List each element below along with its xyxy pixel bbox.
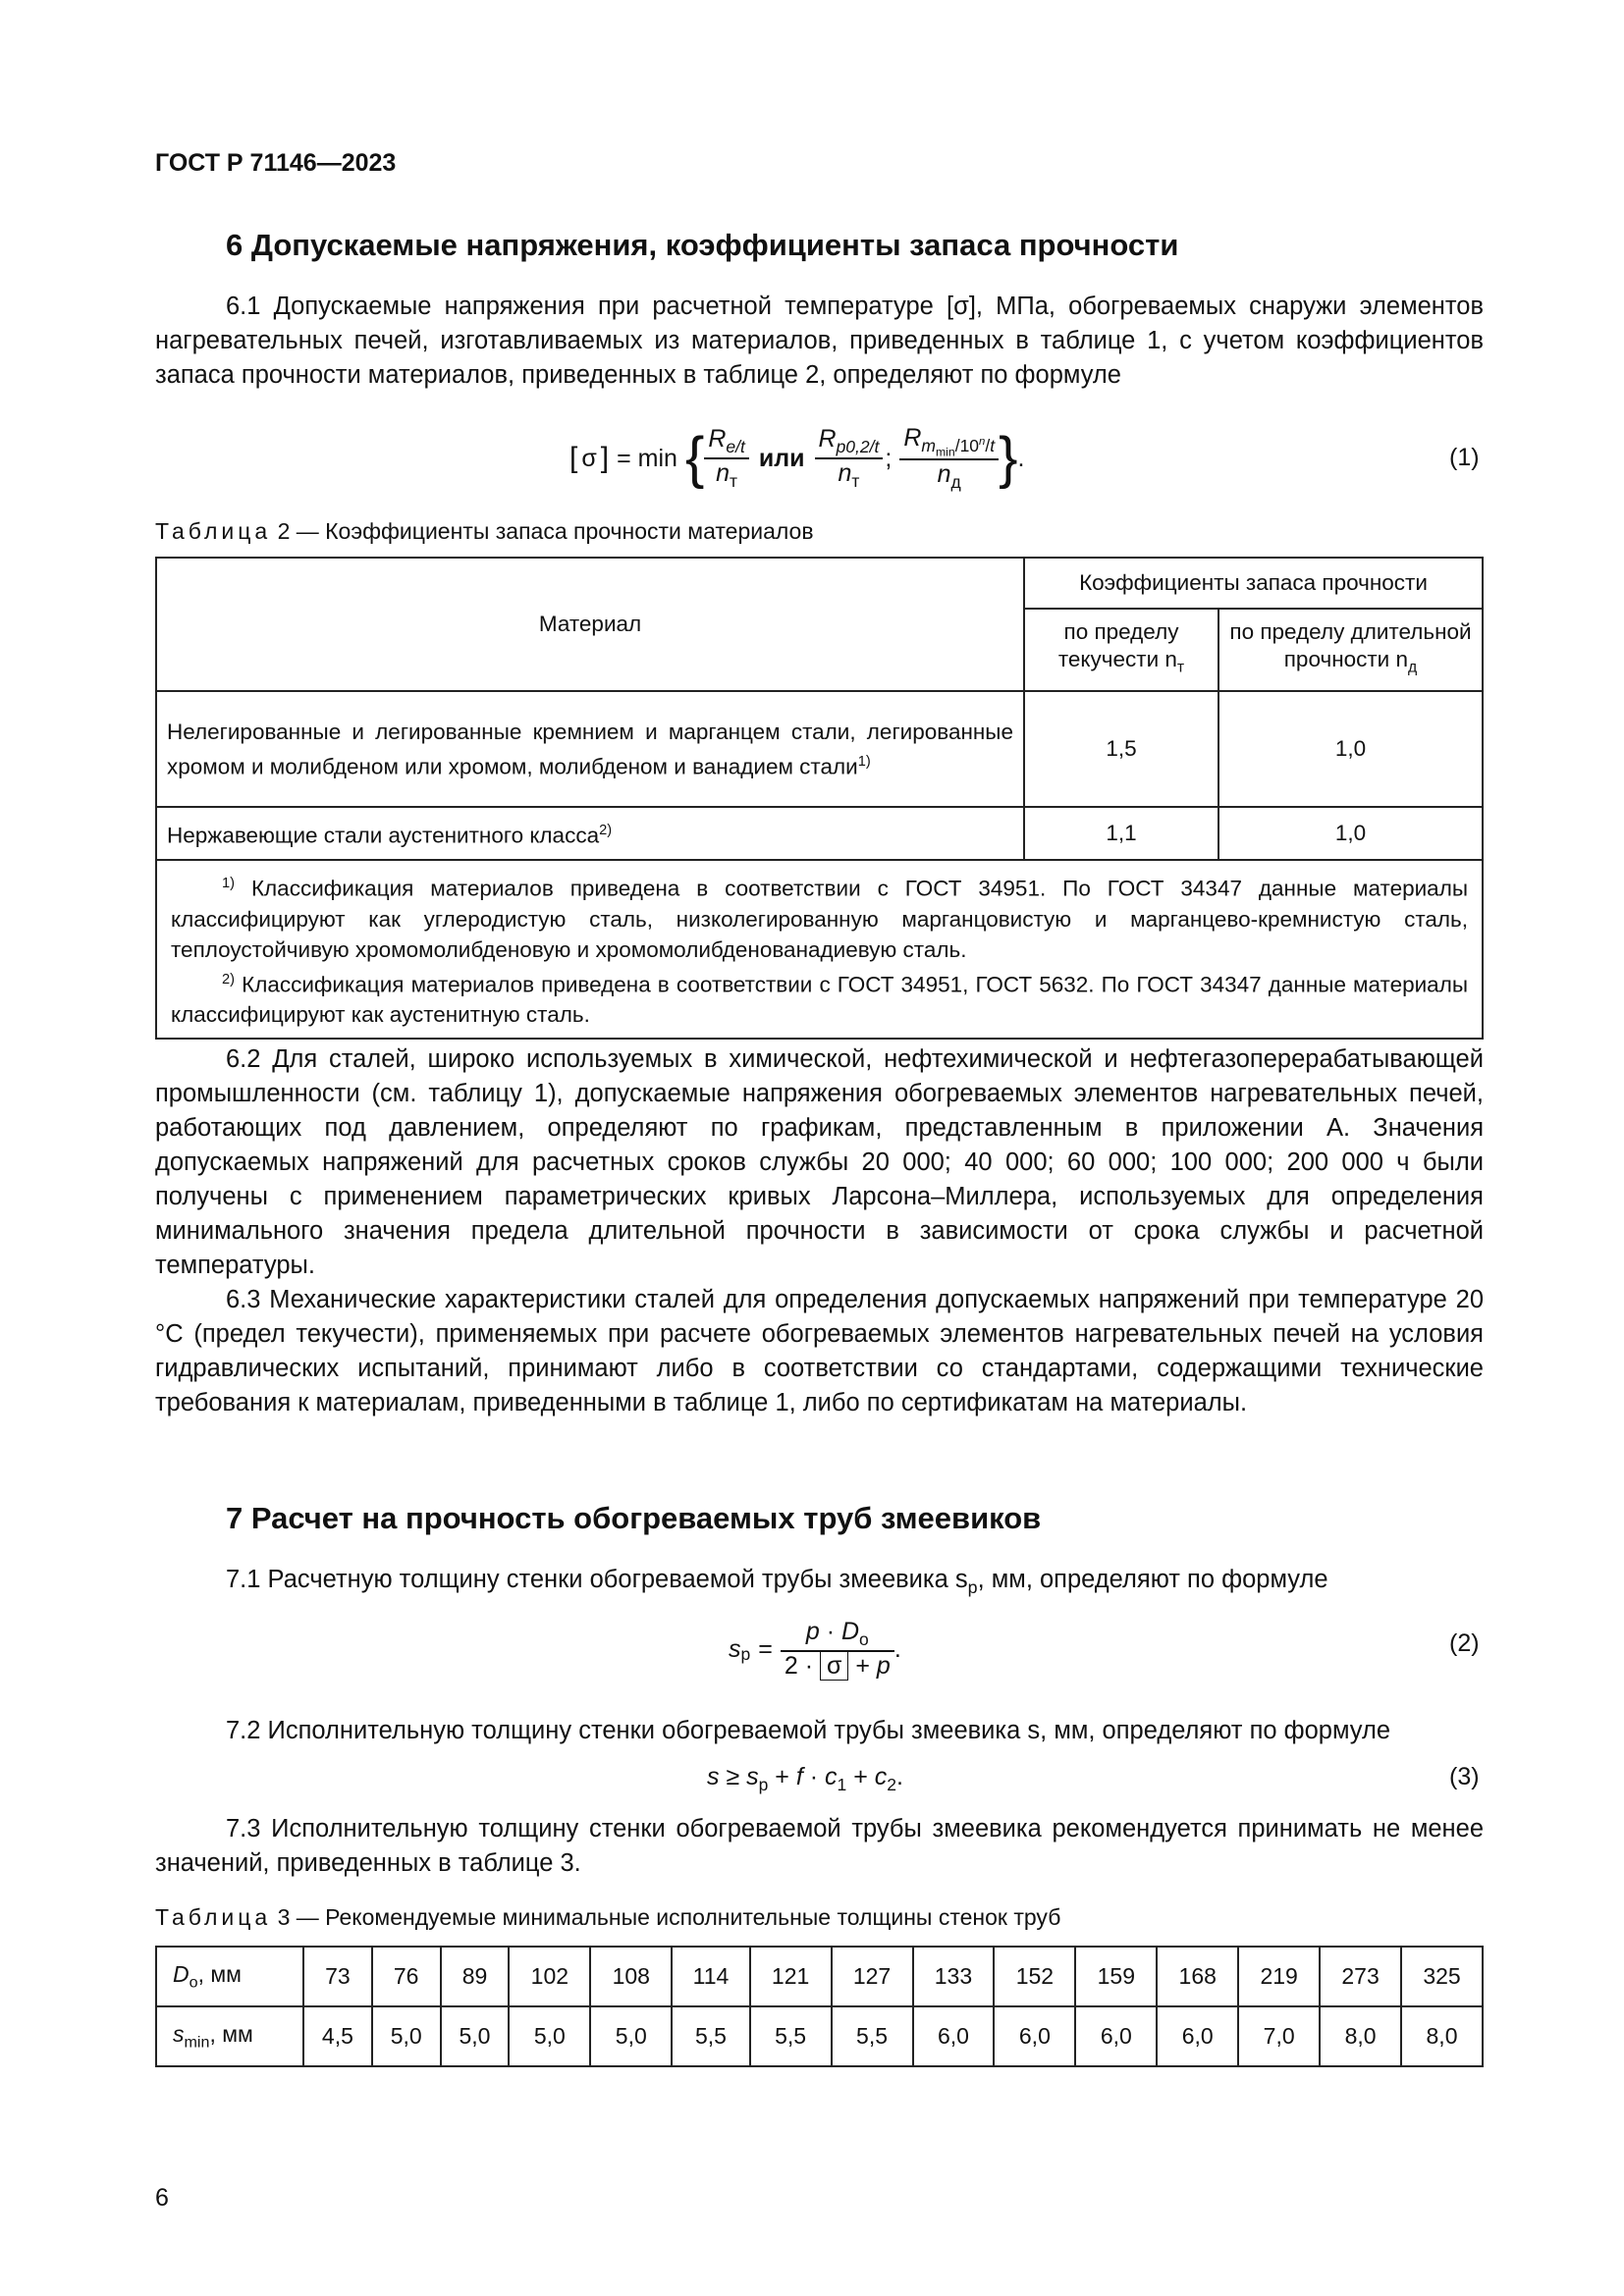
formula-3: $s \ge s_р + f \cdot c_1 + c_2$. xyxy=(707,1763,903,1794)
section-7-title: 7 Расчет на прочность обогреваемых труб змеевиков xyxy=(226,1501,1042,1535)
table-3-smin-cell: 6,0 xyxy=(1075,2006,1157,2066)
table-3-do-cell: 121 xyxy=(750,1947,832,2006)
paragraph-6-3: 6.3 Механические характеристики сталей для определения допускаемых напряжений при температуре 20 °С (предел текучести), применяемых при расчете обогреваемых элементов нагревательных печей на условия гидравлических испытаний, принимают либо в соответствии со стандартами, содержащими технические требования к материалам, приведенными в таблице 1, либо по сертификатам на материалы. xyxy=(155,1286,1484,1416)
table-3-smin-cell: 5,5 xyxy=(672,2006,749,2066)
table-2-yield-cell: 1,1 xyxy=(1024,807,1218,860)
table-row xyxy=(156,807,1483,860)
paragraph-7-1: 7.1 Расчетную толщину стенки обогреваемой трубы змеевика $s_р$, мм, определяют по формуле xyxy=(226,1566,1328,1598)
table-3-do-cell: 168 xyxy=(1157,1947,1238,2006)
table-3-smin-cell: 6,0 xyxy=(913,2006,995,2066)
table-3-smin-cell: 4,5 xyxy=(303,2006,372,2066)
table-3-smin-cell: 5,0 xyxy=(441,2006,510,2066)
document-header: ГОСТ Р 71146—2023 xyxy=(155,149,397,177)
table-2-header-yield: по пределу текучести $n_т$ xyxy=(1024,609,1218,691)
paragraph-7-3: 7.3 Исполнительную толщину стенки обогреваемой трубы змеевика рекомендуется принимать не менее значений, приведенных в таблице 3. xyxy=(155,1815,1484,1877)
table-3-do-cell: 133 xyxy=(913,1947,995,2006)
section-6-title: 6 Допускаемые напряжения, коэффициенты запаса прочности xyxy=(226,228,1179,262)
page-number: 6 xyxy=(155,2184,169,2212)
table-3-caption: Таблица 3 — Рекомендуемые минимальные исполнительные толщины стенок труб xyxy=(155,1904,1061,1930)
table-3-do-cell: 127 xyxy=(832,1947,913,2006)
footnote-1: $^{1)}$ Классификация материалов приведена в соответствии с ГОСТ 34951. По ГОСТ 34347 данные материалы классифицируют как углеродистую сталь, низколегированную марганцовистую и марганцево-кремнистую сталь, теплоустойчивую хромомолибденовую и хромомолибденованадиевую сталь. xyxy=(171,876,1468,962)
formula-2: s $_р$ = $\frac{p \cdot D_о}{2 \cdot \sigma + p}$ . xyxy=(729,1618,901,1680)
table-3-smin-cell: 5,5 xyxy=(750,2006,832,2066)
table-3-do-cell: 152 xyxy=(994,1947,1075,2006)
table-2-yield-cell: 1,5 xyxy=(1024,691,1218,807)
table-2-caption: Таблица 2 — Коэффициенты запаса прочности материалов xyxy=(155,518,814,544)
paragraph-6-2: 6.2 Для сталей, широко используемых в химической, нефтехимической и нефтегазоперерабатывающей промышленности (см. таблицу 1), допускаемые напряжения обогреваемых элементов нагревательных печей, работающих под давлением, определяют по графикам, представленным в приложении А. Значения допускаемых напряжений для расчетных сроков службы 20 000; 40 000; 60 000; 100 000; 200 000 ч были получены с применением параметрических кривых Ларсона–Миллера, используемых для определения минимального значения предела длительной прочности в зависимости от срока службы и расчетной температуры. xyxy=(155,1045,1484,1279)
formula-1: [ σ ] = min { $\frac{R_{e/t}}{n_т}$ или $\frac{R_{p0,2/t}}{n_т}$ ; $\frac{R_{m_{min}/10^n/t}}{n_д}$ } . xyxy=(569,423,1025,493)
table-3-do-cell: 76 xyxy=(372,1947,441,2006)
table-row xyxy=(156,691,1483,807)
table-3-smin-cell: 5,0 xyxy=(372,2006,441,2066)
table-2-material-cell: Нелегированные и легированные кремнием и марганцем стали, легированные хромом и молибденом или хромом, молибденом и ванадием стали$^{1)}$ xyxy=(156,691,1024,807)
table-2-long-cell: 1,0 xyxy=(1218,807,1483,860)
table-3-smin-cell: 6,0 xyxy=(994,2006,1075,2066)
table-3-smin-cell: 8,0 xyxy=(1401,2006,1483,2066)
table-2-header-material: Материал xyxy=(156,558,1024,691)
table-3-smin-cell: 7,0 xyxy=(1238,2006,1320,2066)
table-3-do-cell: 102 xyxy=(509,1947,590,2006)
paragraph-7-2: 7.2 Исполнительную толщину стенки обогреваемой трубы змеевика s, мм, определяют по формуле xyxy=(226,1717,1391,1744)
table-2-header-long: по пределу длительной прочности $n_д$ xyxy=(1218,609,1483,691)
table-3-do-cell: 325 xyxy=(1401,1947,1483,2006)
table-3-do-cell: 89 xyxy=(441,1947,510,2006)
table-3-smin-cell: 8,0 xyxy=(1320,2006,1401,2066)
table-2 xyxy=(155,557,1484,1040)
table-3-smin-cell: 5,5 xyxy=(832,2006,913,2066)
table-3-do-cell: 219 xyxy=(1238,1947,1320,2006)
table-3 xyxy=(155,1946,1484,2067)
paragraph-6-1: 6.1 Допускаемые напряжения при расчетной температуре [σ], МПа, обогреваемых снаружи элементов нагревательных печей, изготавливаемых из материалов, приведенных в таблице 1, с учетом коэффициентов запаса прочности материалов, приведенных в таблице 2, определяют по формуле xyxy=(155,293,1484,389)
table-3-smin-cell: 5,0 xyxy=(590,2006,672,2066)
table-3-do-cell: 114 xyxy=(672,1947,749,2006)
table-2-footnotes xyxy=(156,860,1483,1039)
footnote-2: $^{2)}$ Классификация материалов приведена в соответствии с ГОСТ 34951, ГОСТ 5632. По ГОСТ 34347 данные материалы классифицируют как аустенитную сталь. xyxy=(171,971,1468,1027)
table-row xyxy=(156,2006,1483,2066)
table-3-smin-label: $s_{min}$, мм xyxy=(156,2006,303,2066)
table-2-header-group: Коэффициенты запаса прочности xyxy=(1024,558,1483,609)
table-row xyxy=(156,1947,1483,2006)
table-3-do-cell: 108 xyxy=(590,1947,672,2006)
table-3-do-label: $D_о$, мм xyxy=(156,1947,303,2006)
table-2-material-cell: Нержавеющие стали аустенитного класса$^{2)}$ xyxy=(156,807,1024,860)
table-3-smin-cell: 6,0 xyxy=(1157,2006,1238,2066)
table-3-do-cell: 273 xyxy=(1320,1947,1401,2006)
table-3-do-cell: 159 xyxy=(1075,1947,1157,2006)
table-2-long-cell: 1,0 xyxy=(1218,691,1483,807)
equation-number-2: (2) xyxy=(1449,1629,1480,1657)
equation-number-3: (3) xyxy=(1449,1763,1480,1790)
table-3-do-cell: 73 xyxy=(303,1947,372,2006)
equation-number-1: (1) xyxy=(1449,444,1480,471)
table-3-smin-cell: 5,0 xyxy=(509,2006,590,2066)
